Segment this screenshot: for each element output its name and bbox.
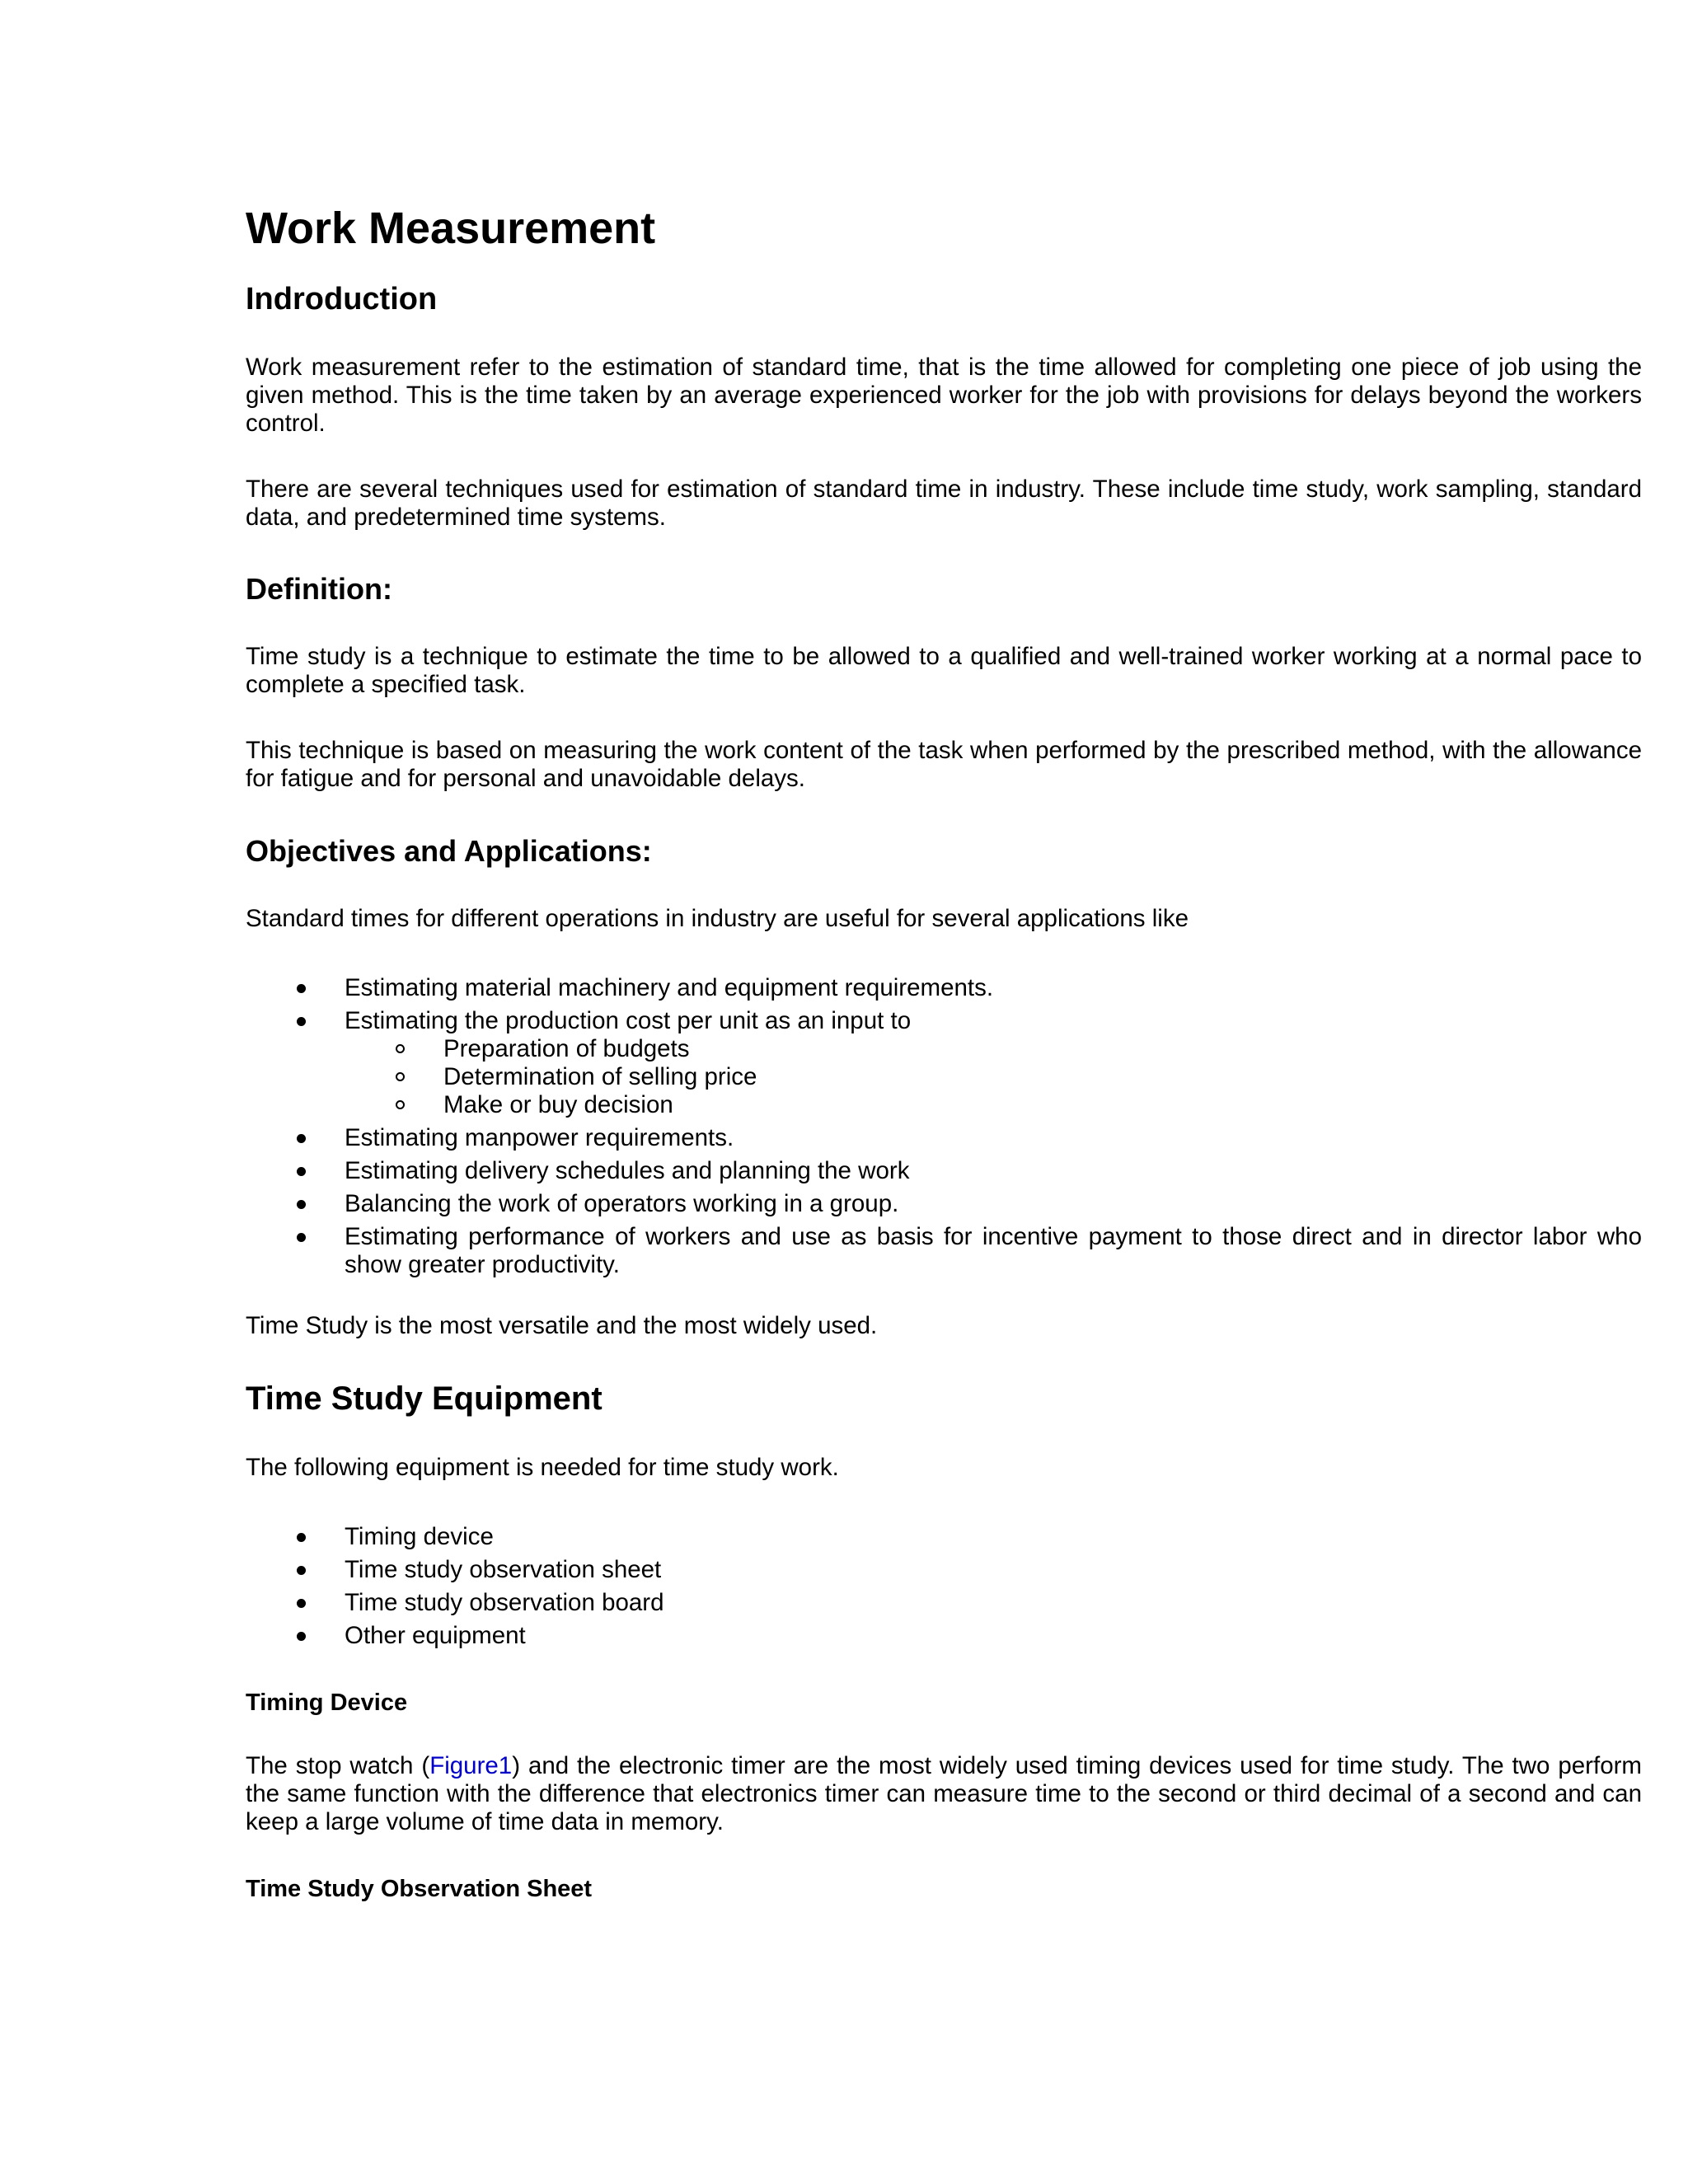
intro-paragraph-2: There are several techniques used for estimation of standard time in industry. These include time study, work sampling, standard data, and predetermined time systems. <box>246 476 1642 531</box>
circle-bullet-icon <box>396 1100 405 1109</box>
sub-list-item: Make or buy decision <box>345 1091 1642 1119</box>
definition-paragraph-2: This technique is based on measuring the work content of the task when performed by the prescribed method, with the allowance for fatigue and for personal and unavoidable delays. <box>246 737 1642 792</box>
document-page <box>246 198 1642 1905</box>
bullet-icon <box>297 1017 306 1026</box>
applications-list <box>246 974 1642 1279</box>
list-item: Estimating delivery schedules and planning the work <box>246 1157 1642 1185</box>
objectives-heading: Objectives and Applications: <box>246 834 652 868</box>
figure1-link[interactable]: Figure1 <box>429 1752 513 1779</box>
equipment-list <box>246 1523 1642 1650</box>
list-item: Balancing the work of operators working in a group. <box>246 1190 1642 1218</box>
bullet-icon <box>297 1233 306 1242</box>
bullet-icon <box>297 1632 306 1641</box>
equipment-lead: The following equipment is needed for time study work. <box>246 1454 839 1481</box>
circle-bullet-icon <box>396 1072 405 1081</box>
list-item: Timing device <box>246 1523 1642 1551</box>
list-item: Other equipment <box>246 1622 1642 1650</box>
sub-list-item: Determination of selling price <box>345 1063 1642 1091</box>
list-item: Estimating the production cost per unit as an input to Preparation of budgets Determination of selling price Make or buy decision <box>246 1007 1642 1119</box>
bullet-icon <box>297 1566 306 1575</box>
bullet-icon <box>297 984 306 993</box>
definition-heading: Definition: <box>246 572 392 606</box>
objectives-closing: Time Study is the most versatile and the most widely used. <box>246 1312 878 1339</box>
timing-device-paragraph: The stop watch (Figure1) and the electronic timer are the most widely used timing devices used for time study. The two perform the same function with the difference that electronics timer can measure time to the second or third decimal of a second and can keep a large volume of time data in memory. <box>246 1752 1642 1835</box>
circle-bullet-icon <box>396 1044 405 1053</box>
introduction-heading: Indroduction <box>246 282 438 316</box>
list-item: Estimating material machinery and equipment requirements. <box>246 974 1642 1002</box>
definition-paragraph-1: Time study is a technique to estimate the time to be allowed to a qualified and well-trained worker working at a normal pace to complete a specified task. <box>246 643 1642 698</box>
objectives-lead: Standard times for different operations in industry are useful for several applications like <box>246 905 1189 932</box>
observation-sheet-heading: Time Study Observation Sheet <box>246 1876 593 1902</box>
bullet-icon <box>297 1200 306 1209</box>
timing-device-heading: Timing Device <box>246 1690 408 1716</box>
sub-list <box>345 1035 1642 1119</box>
list-item: Time study observation sheet <box>246 1556 1642 1584</box>
list-item: Time study observation board <box>246 1589 1642 1617</box>
bullet-icon <box>297 1134 306 1143</box>
list-item: Estimating performance of workers and use as basis for incentive payment to those direct and in director labor who show greater productivity. <box>246 1223 1642 1279</box>
list-item: Estimating manpower requirements. <box>246 1124 1642 1152</box>
sub-list-item: Preparation of budgets <box>345 1035 1642 1063</box>
page-title: Work Measurement <box>246 204 656 253</box>
bullet-icon <box>297 1533 306 1542</box>
intro-paragraph-1: Work measurement refer to the estimation of standard time, that is the time allowed for completing one piece of job using the given method. This is the time taken by an average experienced worker for the job with provisions for delays beyond the workers control. <box>246 354 1642 437</box>
bullet-icon <box>297 1599 306 1608</box>
bullet-icon <box>297 1167 306 1176</box>
equipment-heading: Time Study Equipment <box>246 1380 603 1417</box>
